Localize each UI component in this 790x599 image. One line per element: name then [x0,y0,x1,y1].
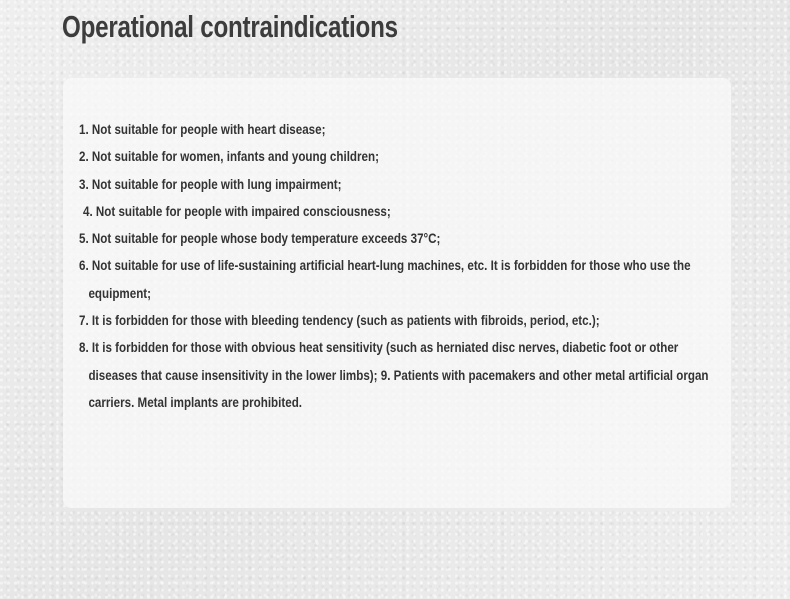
list-item-continuation: carriers. Metal implants are prohibited. [88,394,303,410]
list-item-4 [83,198,682,225]
contraindications-list [79,116,779,416]
list-item-text: 3. Not suitable for people with lung impairment; [79,176,342,192]
list-item-text: 5. Not suitable for people whose body temperature exceeds 37°C; [79,231,441,247]
list-item-text: 1. Not suitable for people with heart disease; [79,122,326,137]
list-item-3 [79,171,681,198]
list-item-text: 7. It is forbidden for those with bleeding tendency (such as patients with fibroids, period, etc.); [79,313,600,329]
list-item-5 [79,225,681,252]
list-item-text: 6. Not suitable for use of life-sustaining artificial heart-lung machines, etc. It is forbidden for those who use the [79,258,691,274]
list-item-2 [79,143,681,170]
list-item-1 [79,116,681,143]
list-item-text: 2. Not suitable for women, infants and young children; [79,149,379,165]
list-item-8 [79,334,709,416]
list-item-6 [79,252,691,307]
list-item-text: 8. It is forbidden for those with obvious heat sensitivity (such as herniated disc nerves, diabetic foot or other [79,340,679,356]
page-title: Operational contraindications [62,9,398,44]
list-item-7 [79,307,681,334]
list-item-continuation: equipment; [88,285,152,301]
list-item-text: 4. Not suitable for people with impaired consciousness; [83,203,391,219]
list-item-continuation: diseases that cause insensitivity in the lower limbs); 9. Patients with pacemakers and other metal artificial organ [88,367,709,383]
